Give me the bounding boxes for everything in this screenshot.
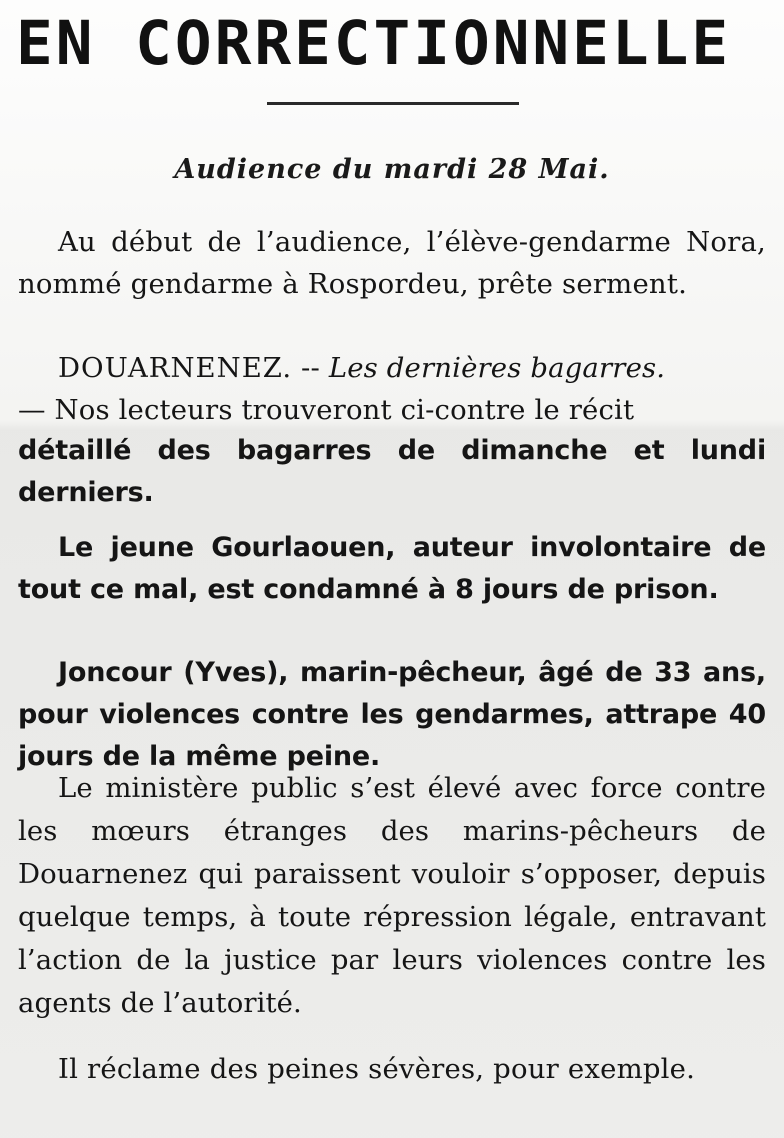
paragraph-joncour: Joncour (Yves), marin-pêcheur, âgé de 33 ans, pour violences contre les gendarmes, attrape 40 jours de la même peine. xyxy=(18,657,766,772)
dash-separator: -- xyxy=(292,352,329,384)
place-name: DOUARNENEZ. xyxy=(58,352,293,384)
headline-rule xyxy=(267,102,519,105)
paragraph-peines: Il réclame des peines sévères, pour exemple. xyxy=(58,1053,696,1085)
section-heading: Les dernières bagarres. xyxy=(328,352,666,384)
paragraph-oath: Au début de l’audience, l’élève-gendarme Nora, nommé gendarme à Rospordeu, prête serment. xyxy=(18,226,766,300)
paragraph-ministere-public: Le ministère public s’est élevé avec force contre les mœurs étranges des marins-pêcheurs de Douarnenez qui paraissent vouloir s’opposer, depuis quelque temps, à toute répression légale, entravant l’action de la justice par leurs violences contre les agents de l’autorité. xyxy=(18,772,766,1019)
paragraph-detail: détaillé des bagarres de dimanche et lundi derniers. xyxy=(18,435,766,508)
paragraph-intro-text: — Nos lecteurs trouveront ci-contre le récit xyxy=(18,394,635,426)
paragraph-gourlaouen: Le jeune Gourlaouen, auteur involontaire de tout ce mal, est condamné à 8 jours de prison. xyxy=(18,532,766,605)
hearing-date-subhead: Audience du mardi 28 Mai. xyxy=(174,154,610,185)
headline: EN CORRECTIONNELLE xyxy=(16,8,732,79)
paragraph-douarnenez-intro xyxy=(18,347,766,431)
